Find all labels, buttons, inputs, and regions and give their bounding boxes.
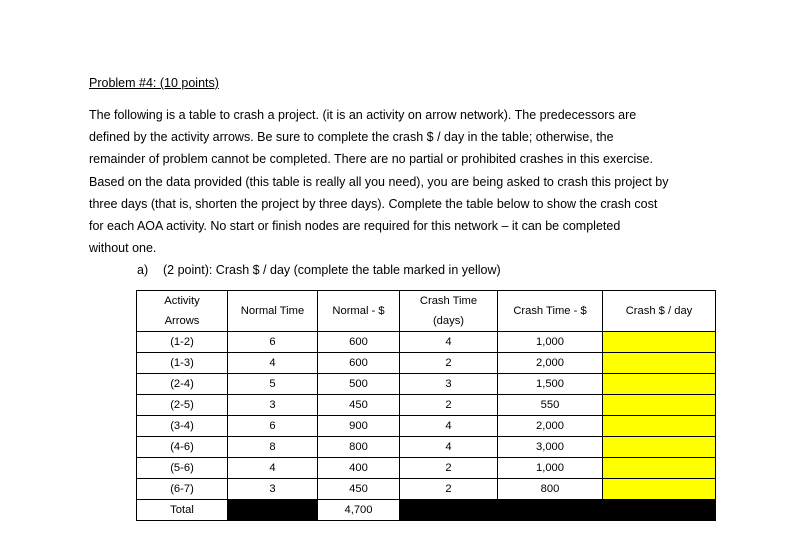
blocked-cell (400, 500, 716, 521)
cell-normal-time: 4 (228, 458, 318, 479)
cell-crash-cost: 2,000 (498, 353, 603, 374)
cell-normal-time: 4 (228, 353, 318, 374)
header-crash-time-line2: (days) (432, 315, 465, 327)
cell-normal-time: 8 (228, 437, 318, 458)
cell-normal-cost: 800 (318, 437, 400, 458)
cell-normal-cost: 900 (318, 416, 400, 437)
cell-activity: (2-4) (137, 374, 228, 395)
cell-normal-time: 5 (228, 374, 318, 395)
header-crash-time-line1: Crash Time (419, 295, 478, 307)
cell-normal-cost: 600 (318, 353, 400, 374)
cell-activity: (2-5) (137, 395, 228, 416)
cell-crash-per-day-input[interactable] (603, 437, 716, 458)
table-row (137, 437, 716, 458)
list-marker: a) (137, 263, 149, 277)
cell-normal-cost: 600 (318, 332, 400, 353)
cell-activity: (1-3) (137, 353, 228, 374)
paragraph-line: without one. (89, 241, 157, 256)
cell-activity: (6-7) (137, 479, 228, 500)
cell-crash-per-day-input[interactable] (603, 353, 716, 374)
cell-crash-time: 2 (400, 479, 498, 500)
cell-normal-time: 3 (228, 395, 318, 416)
header-crash-cost: Crash Time - $ (498, 291, 603, 332)
cell-normal-time: 6 (228, 416, 318, 437)
cell-activity: (1-2) (137, 332, 228, 353)
header-crash-per-day: Crash $ / day (603, 291, 716, 332)
cell-crash-cost: 3,000 (498, 437, 603, 458)
cell-crash-cost: 1,000 (498, 458, 603, 479)
cell-crash-time: 4 (400, 416, 498, 437)
total-normal-cost: 4,700 (318, 500, 400, 521)
cell-activity: (4-6) (137, 437, 228, 458)
cell-crash-per-day-input[interactable] (603, 374, 716, 395)
header-normal-cost: Normal - $ (318, 291, 400, 332)
table-row (137, 479, 716, 500)
crash-table (136, 290, 716, 521)
table-header-row (137, 291, 716, 332)
paragraph-line: for each AOA activity. No start or finish nodes are required for this network – it can be completed (89, 218, 621, 233)
cell-normal-cost: 450 (318, 479, 400, 500)
paragraph-line: The following is a table to crash a project. (it is an activity on arrow network). The predecessors are (89, 108, 637, 122)
header-crash-time (400, 291, 498, 332)
cell-crash-time: 3 (400, 374, 498, 395)
header-activity-line2: Arrows (164, 315, 200, 327)
part-a-text: (2 point): Crash $ / day (complete the table marked in yellow) (163, 263, 501, 277)
problem-heading: Problem #4: (10 points) (89, 76, 219, 90)
problem-description (89, 106, 719, 261)
paragraph-line: Based on the data provided (this table is really all you need), you are being asked to crash this project by (89, 174, 669, 189)
total-label: Total (137, 500, 228, 521)
header-activity-line1: Activity (164, 295, 200, 307)
cell-crash-per-day-input[interactable] (603, 332, 716, 353)
cell-crash-cost: 1,000 (498, 332, 603, 353)
cell-crash-time: 2 (400, 458, 498, 479)
cell-activity: (5-6) (137, 458, 228, 479)
paragraph-line: three days (that is, shorten the project by three days). Complete the table below to show the crash cost (89, 196, 658, 211)
table-row (137, 353, 716, 374)
cell-crash-time: 4 (400, 437, 498, 458)
cell-crash-cost: 550 (498, 395, 603, 416)
table-row (137, 416, 716, 437)
paragraph-line: remainder of problem cannot be completed. There are no partial or prohibited crashes in this exercise. (89, 152, 653, 167)
cell-activity: (3-4) (137, 416, 228, 437)
cell-crash-time: 2 (400, 353, 498, 374)
cell-crash-per-day-input[interactable] (603, 416, 716, 437)
blocked-cell (228, 500, 318, 521)
cell-normal-time: 6 (228, 332, 318, 353)
cell-normal-cost: 400 (318, 458, 400, 479)
header-normal-time: Normal Time (228, 291, 318, 332)
cell-crash-per-day-input[interactable] (603, 395, 716, 416)
cell-crash-time: 2 (400, 395, 498, 416)
header-activity-arrows (137, 291, 228, 332)
cell-crash-time: 4 (400, 332, 498, 353)
cell-crash-cost: 1,500 (498, 374, 603, 395)
cell-crash-cost: 800 (498, 479, 603, 500)
table-row (137, 332, 716, 353)
paragraph-line: defined by the activity arrows. Be sure to complete the crash $ / day in the table; otherwise, the (89, 130, 614, 145)
cell-crash-cost: 2,000 (498, 416, 603, 437)
cell-crash-per-day-input[interactable] (603, 479, 716, 500)
cell-normal-time: 3 (228, 479, 318, 500)
total-row (137, 500, 716, 521)
cell-normal-cost: 450 (318, 395, 400, 416)
table-row (137, 374, 716, 395)
part-a-question (137, 263, 501, 277)
cell-crash-per-day-input[interactable] (603, 458, 716, 479)
cell-normal-cost: 500 (318, 374, 400, 395)
table-row (137, 395, 716, 416)
table-row (137, 458, 716, 479)
